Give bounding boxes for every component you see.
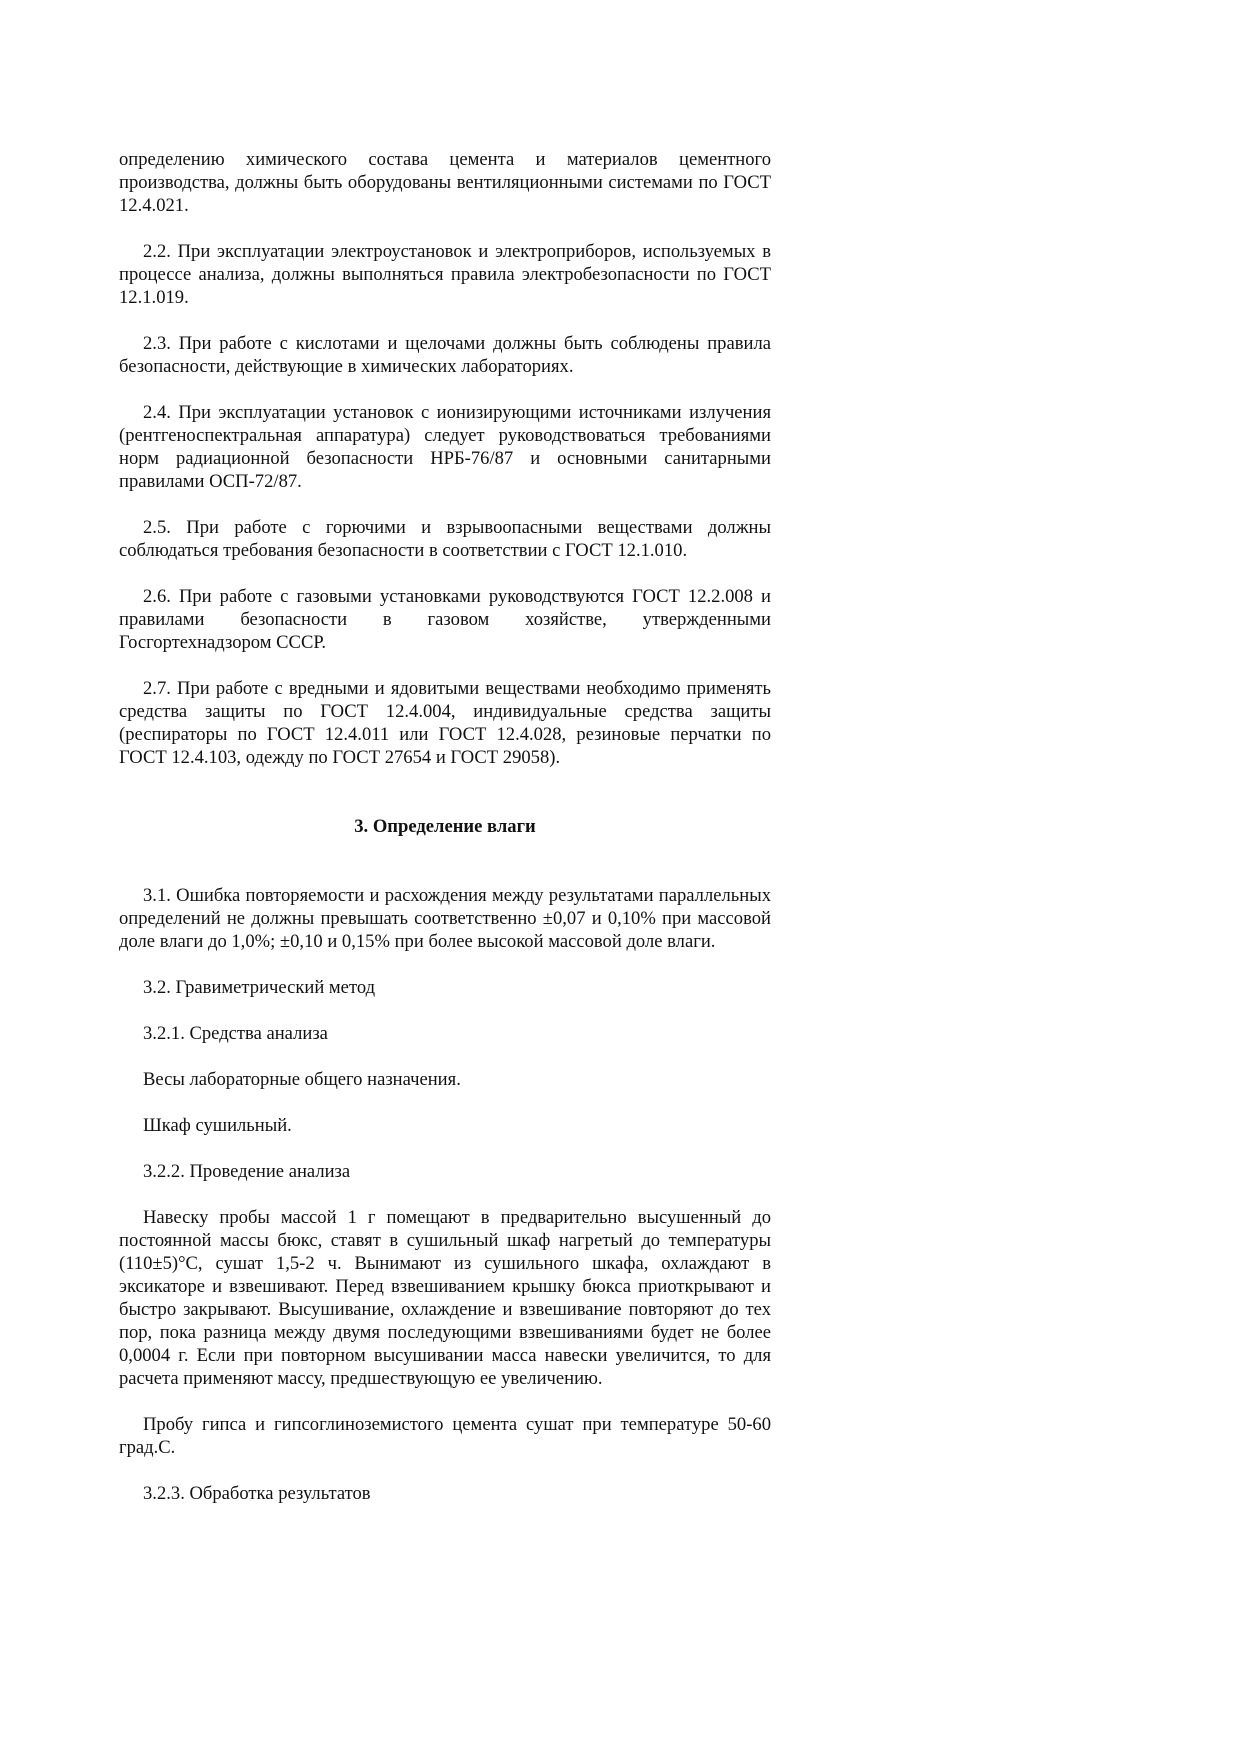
paragraph-3-2-3-results-processing: 3.2.3. Обработка результатов: [143, 1483, 371, 1504]
paragraph-lab-scales: Весы лабораторные общего назначения.: [143, 1069, 461, 1090]
paragraph-2-4-radiation-safety: 2.4. При эксплуатации установок с ионизирующими источниками излучения (рентгеноспектральная аппаратура) следует руководствоваться требованиями норм радиационной безопасности НРБ-76/87 и основными санитарными правилами ОСП-72/87.: [119, 402, 771, 492]
paragraph-2-5-flammable-substances: 2.5. При работе с горючими и взрывоопасными веществами должны соблюдаться требования безопасности в соответствии с ГОСТ 12.1.010.: [119, 517, 771, 561]
paragraph-3-2-2-conducting-analysis: 3.2.2. Проведение анализа: [143, 1161, 351, 1182]
paragraph-2-7-toxic-substances: 2.7. При работе с вредными и ядовитыми веществами необходимо применять средства защиты по ГОСТ 12.4.004, индивидуальные средства защиты (респираторы по ГОСТ 12.4.011 или ГОСТ 12.4.028, резиновые перчатки по ГОСТ 12.4.103, одежду по ГОСТ 27654 и ГОСТ 29058).: [119, 678, 771, 768]
paragraph-3-2-gravimetric-method: 3.2. Гравиметрический метод: [143, 977, 376, 998]
paragraph-ventilation-continued: определению химического состава цемента и материалов цементного производства, должны быть оборудованы вентиляционными системами по ГОСТ 12.4.021.: [119, 149, 771, 216]
paragraph-2-2-electrical-safety: 2.2. При эксплуатации электроустановок и электроприборов, используемых в процессе анализа, должны выполняться правила электробезопасности по ГОСТ 12.1.019.: [119, 241, 771, 308]
paragraph-gypsum-drying: Пробу гипса и гипсоглиноземистого цемента сушат при температуре 50-60 град.С.: [119, 1414, 771, 1458]
paragraph-3-1-repeatability-error: 3.1. Ошибка повторяемости и расхождения между результатами параллельных определений не должны превышать соответственно ±0,07 и 0,10% при массовой доле влаги до 1,0%; ±0,10 и 0,15% при более высокой массовой доле влаги.: [119, 885, 771, 952]
paragraph-sample-procedure: Навеску пробы массой 1 г помещают в предварительно высушенный до постоянной массы бюкс, ставят в сушильный шкаф нагретый до температуры (110±5)°С, сушат 1,5-2 ч. Вынимают из сушильного шкафа, охлаждают в эксикаторе и взвешивают. Перед взвешиванием крышку бюкса приоткрывают и быстро закрывают. Высушивание, охлаждение и взвешивание повторяют до тех пор, пока разница между двумя последующими взвешиваниями будет не более 0,0004 г. Если при повторном высушивании масса навески увеличится, то для расчета применяют массу, предшествующую ее увеличению.: [119, 1207, 771, 1389]
paragraph-2-6-gas-installations: 2.6. При работе с газовыми установками руководствуются ГОСТ 12.2.008 и правилами безопасности в газовом хозяйстве, утвержденными Госгортехнадзором СССР.: [119, 586, 771, 653]
section-heading-moisture: 3. Определение влаги: [354, 816, 536, 837]
paragraph-3-2-1-analysis-tools: 3.2.1. Средства анализа: [143, 1023, 328, 1044]
paragraph-2-3-acids-alkalis: 2.3. При работе с кислотами и щелочами должны быть соблюдены правила безопасности, действующие в химических лабораториях.: [119, 333, 771, 377]
paragraph-drying-cabinet: Шкаф сушильный.: [143, 1115, 292, 1136]
document-page: [119, 148, 771, 1528]
